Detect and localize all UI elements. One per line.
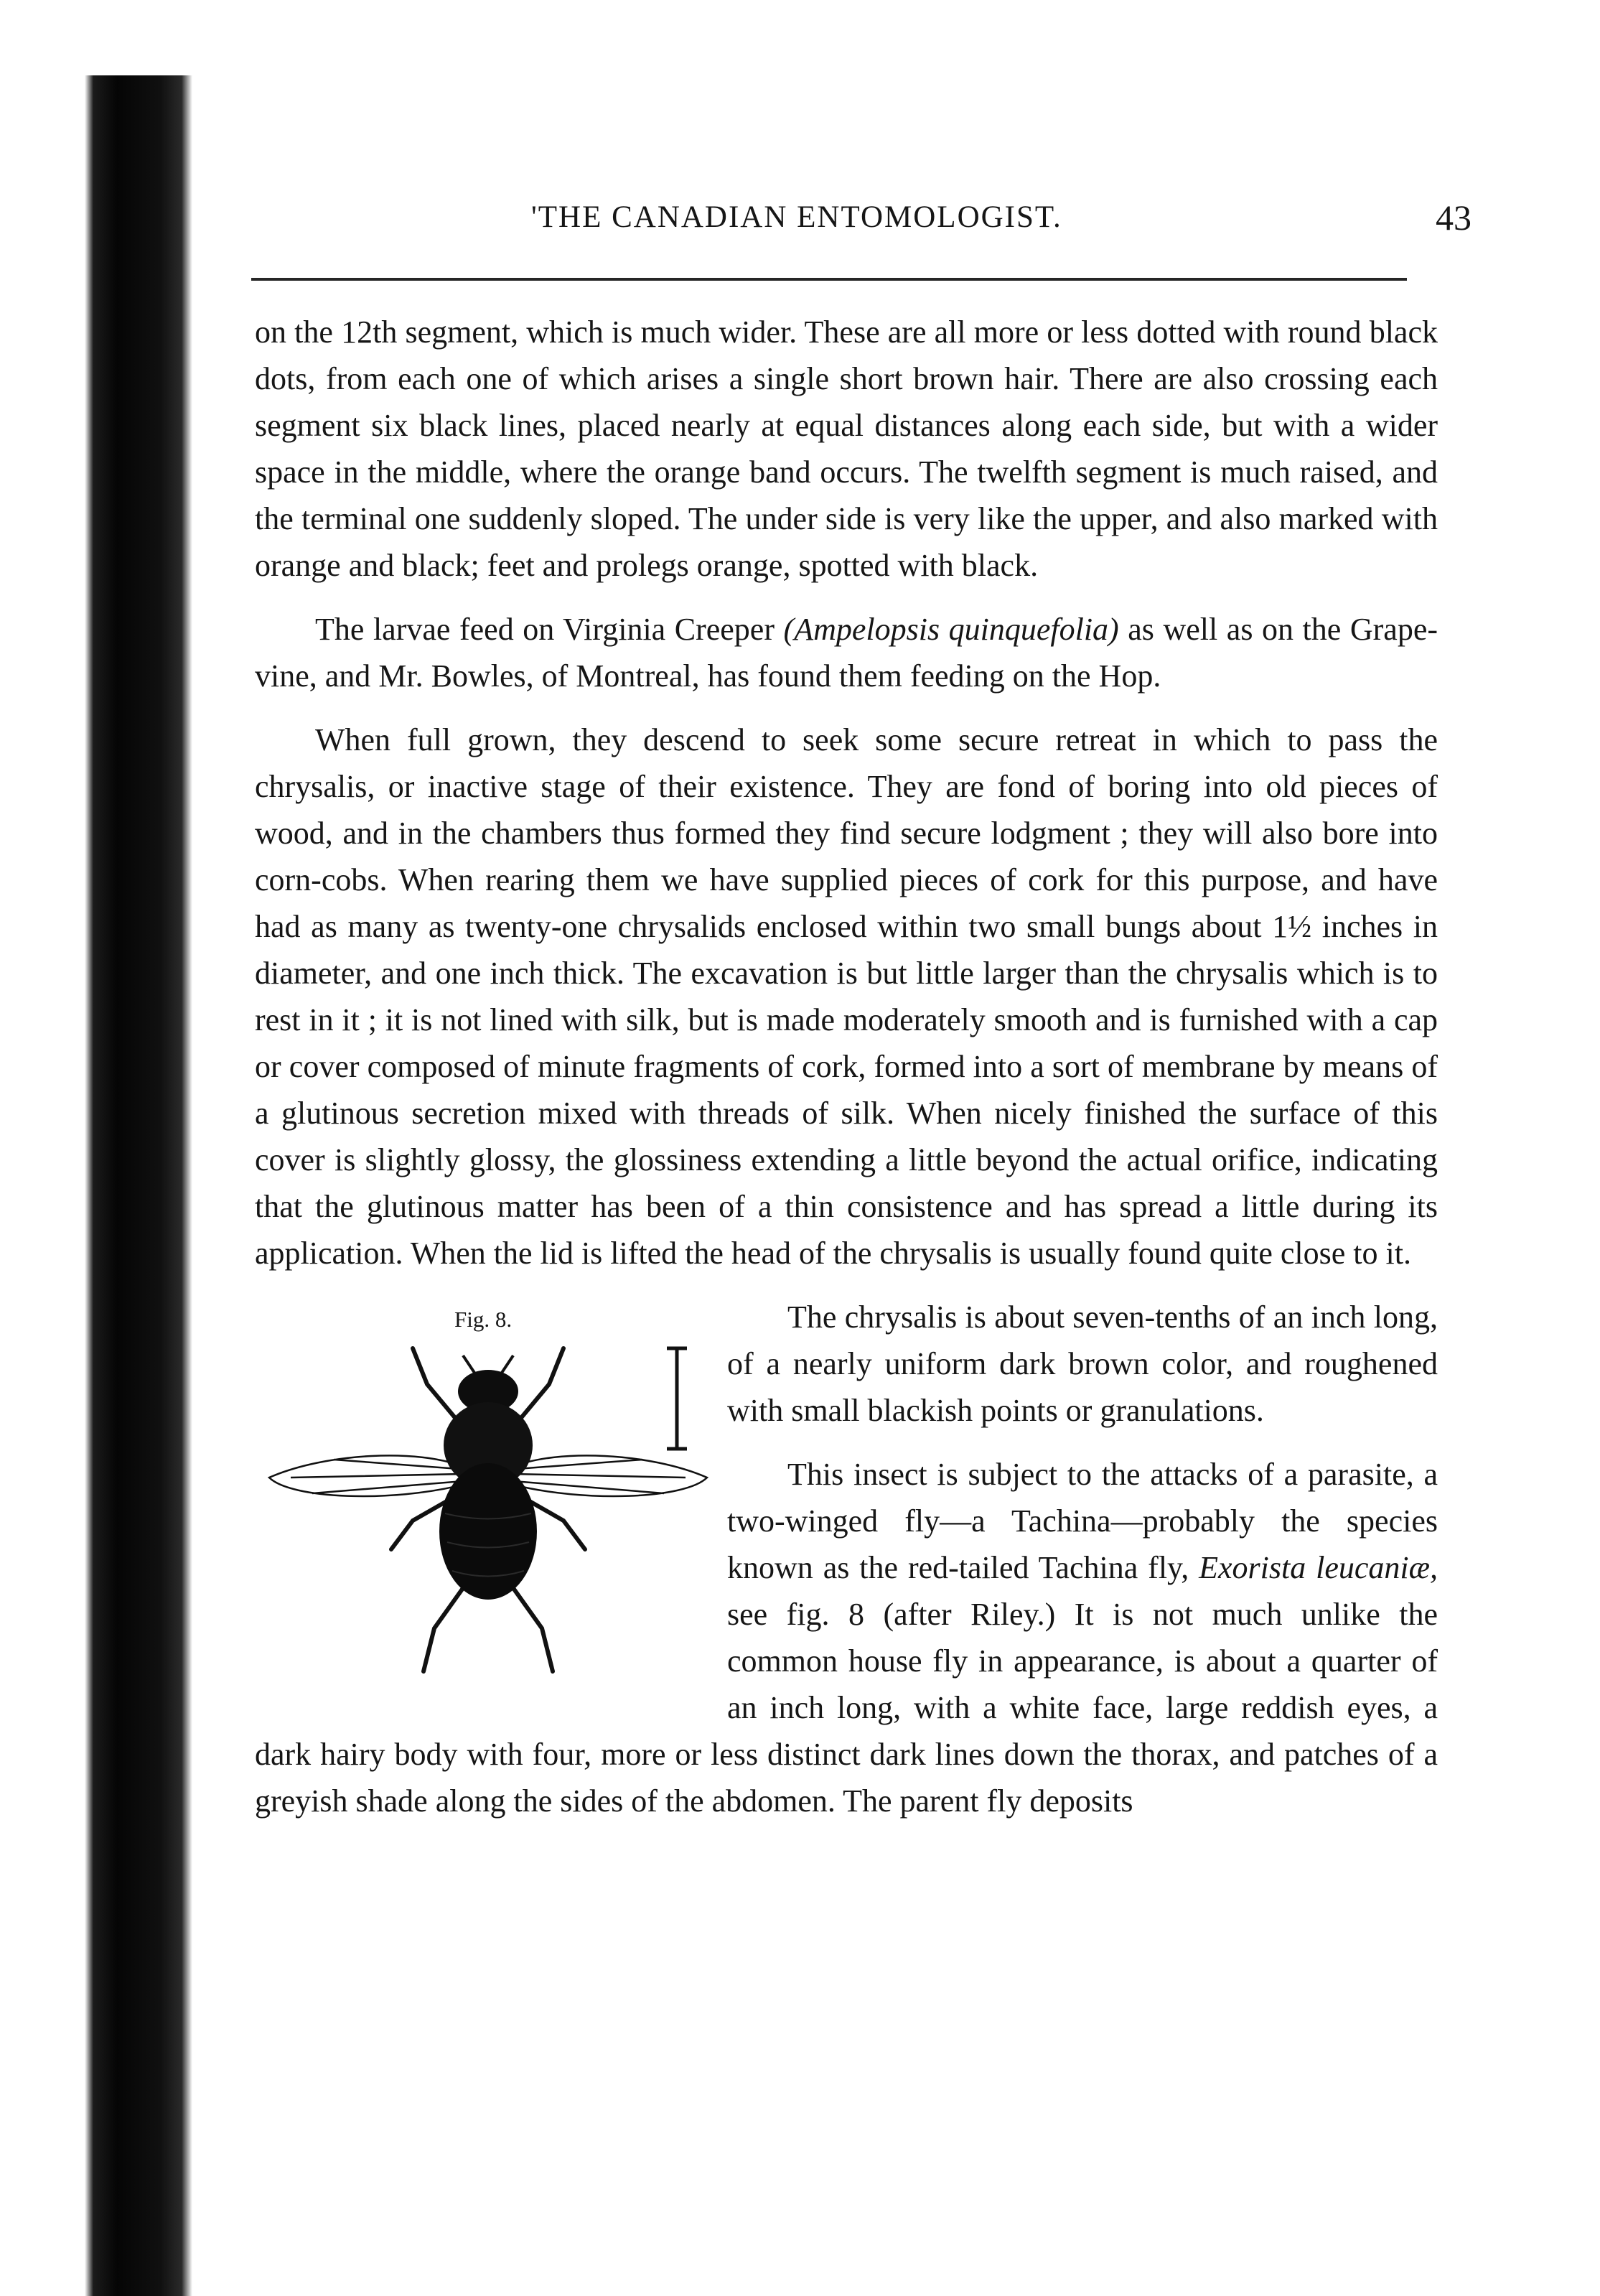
- paragraph-food-plants: [255, 606, 1438, 699]
- paragraph-pupation: [255, 717, 1438, 1277]
- page-header: [251, 197, 1472, 250]
- body-text: [255, 309, 1438, 1842]
- paragraph-parasite-rest: see fig. 8 (after Riley.) It is not much unlike the common house fly in appearance, is about a quarter of an inch long, with a white face, large reddish eyes, a dark hairy body with four, more or less distinct dark lines down the thorax, and patches of a greyish shade along the sides of the abdomen. The parent fly deposits: [255, 1597, 1438, 1819]
- header-rule: [251, 278, 1407, 281]
- page-binding-edge: [85, 75, 192, 2296]
- scale-bar: [667, 1348, 687, 1449]
- paragraph-larva-description: on the 12th segment, which is much wider. These are all more or less dotted with round black dots, from each one of which arises a single short brown hair. There are also crossing each segment six black lines, placed nearly at equal distances along each side, but with a wider space in the middle, where the orange band occurs. The twelfth segment is much raised, and the terminal one suddenly sloped. The under side is very like the upper, and also marked with orange and black; feet and prolegs orange, spotted with black.: [255, 314, 1438, 583]
- paragraph-food-plants-rest: as well as on the Grape-vine, and Mr. Bowles, of Montreal, has found them feeding on the Hop.: [255, 612, 1438, 694]
- fly-abdomen: [439, 1463, 537, 1600]
- paragraph-food-plants-lead: The larvae feed on Virginia Creeper: [315, 612, 784, 647]
- latin-name-ampelopsis: (Ampelopsis quinquefolia): [783, 612, 1119, 647]
- figure-caption: Fig. 8.: [454, 1307, 513, 1332]
- paragraph-parasite-lead: This insect is subject to the attacks of a parasite, a two-winged fly—a Tachina—probably the species known as the red-tailed Tachina fly,: [727, 1457, 1438, 1585]
- page-number: 43: [1436, 197, 1472, 238]
- tachina-fly-illustration: [248, 1305, 714, 1682]
- paragraph-chrysalis: The chrysalis is about seven-tenths of an inch long, of a nearly uniform dark brown color, and roughened with small blackish points or granulations.: [727, 1299, 1438, 1428]
- running-title: 'THE CANADIAN ENTOMOLOGIST.: [531, 200, 1062, 234]
- latin-name-exorista: Exorista leucaniæ,: [1199, 1550, 1438, 1585]
- paragraph-pupation-text: When full grown, they descend to seek some secure retreat in which to pass the chrysalis, or inactive stage of their existence. They are fond of boring into old pieces of wood, and in the chambers thus formed they find secure lodgment ; they will also bore into corn-cobs. When rearing them we have supplied pieces of cork for this purpose, and have had as many as twenty-one chrysalids enclosed within two small bungs about 1½ inches in diameter, and one inch thick. The excavation is but little larger than the chrysalis which is to rest in it ; it is not lined with silk, but is made moderately smooth and is furnished with a cap or cover composed of minute fragments of cork, formed into a sort of membrane by means of a glutinous secretion mixed with threads of silk. When nicely finished the surface of this cover is slightly glossy, the glossiness extending a little beyond the actual orifice, indicating that the glutinous matter has been of a thin consistence and has spread a little during its application. When the lid is lifted the head of the chrysalis is usually found quite close to it.: [255, 722, 1438, 1271]
- figure-8: [248, 1294, 714, 1689]
